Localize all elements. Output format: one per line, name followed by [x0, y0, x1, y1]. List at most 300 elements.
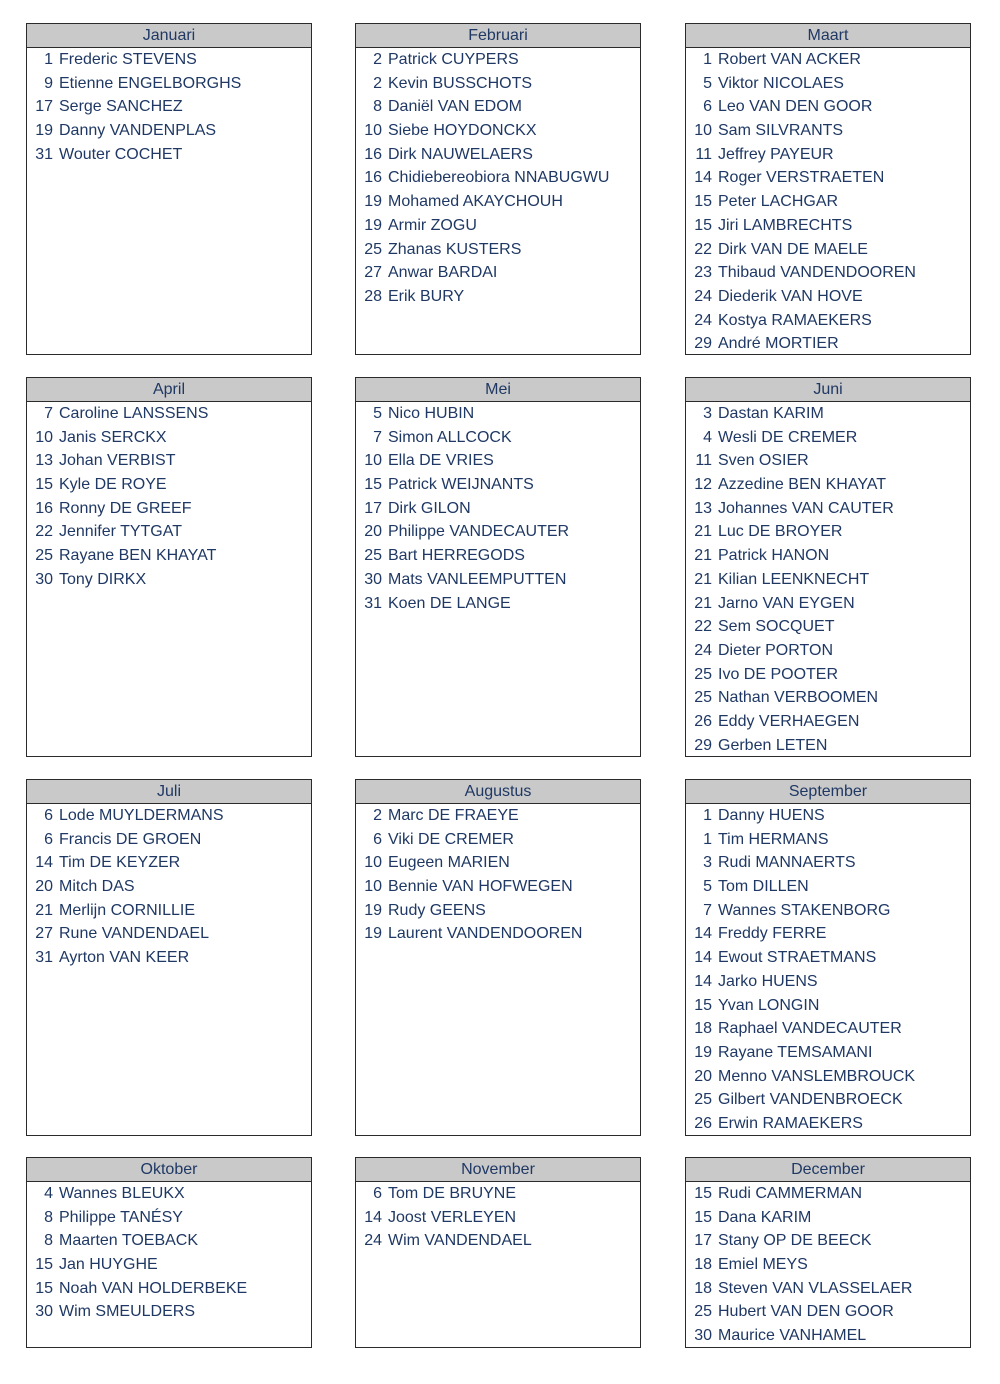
entry-person-name: Koen DE LANGE [388, 594, 511, 612]
entry-day: 6 [373, 1185, 382, 1202]
entry-person-name: Chidiebereobiora NNABUGWU [388, 169, 610, 187]
month-header: Augustus [356, 780, 640, 804]
birthday-entry [356, 402, 640, 426]
entry-day: 13 [35, 452, 53, 470]
entry-person-name: Dana KARIM [718, 1208, 812, 1226]
entry-person-name: Diederik VAN HOVE [718, 287, 863, 305]
birthday-list [686, 402, 970, 757]
entry-day: 25 [694, 689, 712, 707]
month-header: Oktober [27, 1158, 311, 1182]
entry-person-name: Emiel MEYS [718, 1256, 808, 1274]
entry-person-name: Jan HUYGHE [59, 1256, 158, 1274]
entry-person-name: Wim VANDENDAEL [388, 1232, 532, 1250]
birthday-entry [686, 1229, 970, 1253]
birthday-entry [686, 1277, 970, 1301]
birthday-entry [27, 544, 311, 568]
birthday-entry [27, 520, 311, 544]
birthday-entry [686, 95, 970, 119]
birthday-entry [356, 875, 640, 899]
entry-day: 17 [35, 98, 53, 116]
birthday-entry [356, 592, 640, 616]
entry-day: 25 [364, 547, 382, 565]
entry-day: 15 [35, 1279, 53, 1297]
entry-day: 10 [364, 854, 382, 872]
entry-day: 15 [35, 476, 53, 494]
birthday-entry [686, 402, 970, 426]
entry-day: 19 [364, 901, 382, 919]
birthday-entry [686, 1324, 970, 1348]
birthday-entry [686, 190, 970, 214]
entry-person-name: Stany OP DE BEECK [718, 1232, 872, 1250]
entry-day: 16 [364, 169, 382, 187]
entry-day: 14 [694, 949, 712, 967]
birthday-entry [27, 402, 311, 426]
entry-day: 4 [703, 428, 712, 446]
month-box-november [355, 1157, 641, 1348]
entry-person-name: Steven VAN VLASSELAER [718, 1279, 913, 1297]
entry-person-name: Mitch DAS [59, 878, 135, 896]
birthday-entry [27, 568, 311, 592]
month-box-september [685, 779, 971, 1136]
entry-day: 29 [694, 335, 712, 353]
entry-person-name: Dieter PORTON [718, 641, 833, 659]
birthday-entry [686, 332, 970, 356]
entry-person-name: Kyle DE ROYE [59, 476, 167, 494]
entry-person-name: Zhanas KUSTERS [388, 240, 522, 258]
entry-day: 10 [364, 452, 382, 470]
entry-person-name: Etienne ENGELBORGHS [59, 74, 242, 92]
birthday-entry [686, 568, 970, 592]
birthday-entry [686, 804, 970, 828]
month-box-augustus [355, 779, 641, 1136]
birthday-entry [356, 1229, 640, 1253]
birthday-entry [686, 497, 970, 521]
entry-day: 15 [35, 1256, 53, 1274]
month-box-maart [685, 23, 971, 355]
birthday-entry [356, 1206, 640, 1230]
entry-day: 17 [364, 499, 382, 517]
entry-person-name: Rayane BEN KHAYAT [59, 547, 217, 565]
entry-day: 15 [694, 193, 712, 211]
birthday-entry [686, 615, 970, 639]
entry-person-name: Jennifer TYTGAT [59, 523, 182, 541]
birthday-entry [356, 72, 640, 96]
entry-person-name: Peter LACHGAR [718, 193, 839, 211]
entry-day: 10 [364, 122, 382, 140]
entry-person-name: Jarno VAN EYGEN [718, 594, 855, 612]
birthday-entry [356, 166, 640, 190]
birthday-entry [686, 48, 970, 72]
birthday-list [686, 48, 970, 356]
entry-person-name: Dirk VAN DE MAELE [718, 240, 868, 258]
birthday-entry [356, 851, 640, 875]
month-header: Januari [27, 24, 311, 48]
entry-person-name: Frederic STEVENS [59, 51, 197, 68]
entry-person-name: Dirk GILON [388, 499, 471, 517]
birthday-entry [686, 72, 970, 96]
entry-day: 4 [44, 1185, 53, 1202]
birthday-entry [356, 214, 640, 238]
birthday-list [27, 804, 311, 970]
birthday-entry [356, 238, 640, 262]
entry-person-name: Yvan LONGIN [718, 996, 820, 1014]
month-header: Mei [356, 378, 640, 402]
entry-day: 18 [694, 1256, 712, 1274]
birthday-entry [686, 946, 970, 970]
birthday-list [356, 1182, 640, 1253]
month-box-januari [26, 23, 312, 355]
entry-person-name: Maarten TOEBACK [59, 1232, 199, 1250]
month-header: Februari [356, 24, 640, 48]
entry-person-name: Tony DIRKX [59, 570, 147, 588]
entry-day: 21 [35, 901, 53, 919]
entry-day: 14 [35, 854, 53, 872]
entry-person-name: Kilian LEENKNECHT [718, 570, 870, 588]
birthday-entry [27, 1277, 311, 1301]
entry-day: 26 [694, 712, 712, 730]
entry-day: 25 [35, 547, 53, 565]
birthday-entry [686, 1065, 970, 1089]
entry-day: 23 [694, 264, 712, 282]
month-box-oktober [26, 1157, 312, 1348]
entry-person-name: Joost VERLEYEN [388, 1208, 517, 1226]
entry-person-name: Rayane TEMSAMANI [718, 1043, 873, 1061]
birthday-entry [27, 946, 311, 970]
entry-person-name: Wannes STAKENBORG [718, 901, 891, 919]
entry-person-name: Ronny DE GREEF [59, 499, 192, 517]
entry-day: 16 [35, 499, 53, 517]
entry-person-name: Bennie VAN HOFWEGEN [388, 878, 573, 896]
birthday-entry [356, 804, 640, 828]
entry-person-name: Tim HERMANS [718, 830, 829, 848]
entry-person-name: Tim DE KEYZER [59, 854, 181, 872]
entry-person-name: Johan VERBIST [59, 452, 176, 470]
birthday-entry [27, 143, 311, 167]
entry-day: 14 [694, 972, 712, 990]
birthday-entry [686, 1253, 970, 1277]
entry-day: 10 [364, 878, 382, 896]
month-header: December [686, 1158, 970, 1182]
entry-day: 25 [364, 240, 382, 258]
entry-person-name: Noah VAN HOLDERBEKE [59, 1279, 248, 1297]
entry-day: 7 [703, 901, 712, 919]
month-box-mei [355, 377, 641, 757]
birthday-entry [356, 473, 640, 497]
birthday-entry [686, 214, 970, 238]
entry-day: 15 [694, 1185, 712, 1202]
entry-day: 24 [694, 287, 712, 305]
entry-person-name: André MORTIER [718, 335, 839, 353]
entry-person-name: Bart HERREGODS [388, 547, 525, 565]
birthday-entry [356, 190, 640, 214]
entry-day: 1 [703, 51, 712, 68]
birthday-entry [686, 663, 970, 687]
birthday-list [356, 804, 640, 946]
entry-person-name: Wannes BLEUKX [59, 1185, 185, 1202]
entry-day: 14 [694, 169, 712, 187]
birthday-entry [686, 686, 970, 710]
entry-day: 2 [373, 74, 382, 92]
entry-day: 18 [694, 1279, 712, 1297]
birthday-entry [356, 1182, 640, 1206]
birthday-entry [27, 497, 311, 521]
entry-person-name: Robert VAN ACKER [718, 51, 861, 68]
month-header: Juli [27, 780, 311, 804]
entry-day: 16 [364, 145, 382, 163]
entry-person-name: Gilbert VANDENBROECK [718, 1091, 903, 1109]
entry-person-name: Armir ZOGU [388, 216, 477, 234]
entry-person-name: Sam SILVRANTS [718, 122, 844, 140]
entry-day: 19 [694, 1043, 712, 1061]
entry-person-name: Johannes VAN CAUTER [718, 499, 894, 517]
entry-day: 6 [44, 807, 53, 824]
birthday-list [27, 402, 311, 592]
entry-person-name: Patrick WEIJNANTS [388, 476, 534, 494]
birthday-entry [356, 544, 640, 568]
entry-person-name: Erik BURY [388, 287, 465, 305]
entry-day: 2 [373, 51, 382, 68]
birthday-entry [686, 899, 970, 923]
entry-person-name: Hubert VAN DEN GOOR [718, 1303, 894, 1321]
birthday-entry [686, 710, 970, 734]
entry-day: 3 [703, 405, 712, 422]
birthday-list [686, 1182, 970, 1348]
birthday-entry [356, 828, 640, 852]
birthday-entry [27, 875, 311, 899]
entry-person-name: Janis SERCKX [59, 428, 167, 446]
entry-day: 12 [694, 476, 712, 494]
birthday-entry [356, 119, 640, 143]
entry-day: 28 [364, 287, 382, 305]
entry-person-name: Viktor NICOLAES [718, 74, 844, 92]
entry-person-name: Tom DE BRUYNE [388, 1185, 517, 1202]
entry-day: 3 [703, 854, 712, 872]
birthday-entry [686, 1182, 970, 1206]
entry-person-name: Jiri LAMBRECHTS [718, 216, 853, 234]
entry-day: 19 [35, 122, 53, 140]
entry-person-name: Daniël VAN EDOM [388, 98, 522, 116]
birthday-entry [686, 828, 970, 852]
entry-person-name: Kevin BUSSCHOTS [388, 74, 533, 92]
entry-day: 5 [373, 405, 382, 422]
birthday-list [356, 402, 640, 615]
entry-day: 30 [35, 1303, 53, 1321]
entry-day: 14 [694, 925, 712, 943]
birthday-list [27, 1182, 311, 1324]
birthday-entry [686, 309, 970, 333]
month-header: September [686, 780, 970, 804]
birthday-entry [27, 851, 311, 875]
entry-day: 1 [703, 807, 712, 824]
entry-day: 31 [364, 594, 382, 612]
entry-person-name: Menno VANSLEMBROUCK [718, 1067, 916, 1085]
entry-day: 15 [694, 216, 712, 234]
birthday-entry [686, 851, 970, 875]
entry-day: 15 [694, 1208, 712, 1226]
birthday-entry [686, 922, 970, 946]
birthday-entry [27, 1253, 311, 1277]
entry-day: 19 [364, 193, 382, 211]
month-header: Maart [686, 24, 970, 48]
birthday-entry [686, 970, 970, 994]
entry-person-name: Erwin RAMAEKERS [718, 1114, 863, 1132]
entry-day: 21 [694, 594, 712, 612]
entry-person-name: Ella DE VRIES [388, 452, 494, 470]
birthday-entry [356, 922, 640, 946]
entry-day: 9 [44, 74, 53, 92]
entry-person-name: Wim SMEULDERS [59, 1303, 196, 1321]
entry-day: 24 [694, 641, 712, 659]
entry-person-name: Ivo DE POOTER [718, 665, 839, 683]
birthday-entry [356, 568, 640, 592]
entry-person-name: Roger VERSTRAETEN [718, 169, 885, 187]
entry-person-name: Thibaud VANDENDOOREN [718, 264, 916, 282]
entry-day: 13 [694, 499, 712, 517]
month-header: Juni [686, 378, 970, 402]
month-box-juli [26, 779, 312, 1136]
entry-person-name: Leo VAN DEN GOOR [718, 98, 873, 116]
entry-day: 24 [364, 1232, 382, 1250]
entry-person-name: Sem SOCQUET [718, 618, 835, 636]
entry-person-name: Anwar BARDAI [388, 264, 498, 282]
entry-person-name: Danny HUENS [718, 807, 825, 824]
entry-day: 2 [373, 807, 382, 824]
entry-person-name: Freddy FERRE [718, 925, 827, 943]
entry-person-name: Kostya RAMAEKERS [718, 311, 872, 329]
birthday-entry [356, 497, 640, 521]
month-box-februari [355, 23, 641, 355]
entry-person-name: Rune VANDENDAEL [59, 925, 209, 943]
entry-day: 6 [44, 830, 53, 848]
entry-person-name: Patrick HANON [718, 547, 830, 565]
month-box-december [685, 1157, 971, 1348]
entry-person-name: Maurice VANHAMEL [718, 1327, 867, 1345]
entry-person-name: Eugeen MARIEN [388, 854, 510, 872]
entry-person-name: Serge SANCHEZ [59, 98, 183, 116]
entry-day: 20 [35, 878, 53, 896]
entry-person-name: Merlijn CORNILLIE [59, 901, 196, 919]
entry-day: 8 [44, 1208, 53, 1226]
month-box-april [26, 377, 312, 757]
entry-person-name: Wesli DE CREMER [718, 428, 858, 446]
birthday-entry [27, 48, 311, 72]
entry-person-name: Azzedine BEN KHAYAT [718, 476, 887, 494]
entry-day: 31 [35, 145, 53, 163]
entry-day: 17 [694, 1232, 712, 1250]
entry-person-name: Nico HUBIN [388, 405, 475, 422]
entry-day: 5 [703, 74, 712, 92]
birthday-entry [686, 473, 970, 497]
entry-day: 20 [364, 523, 382, 541]
birthday-entry [356, 899, 640, 923]
entry-day: 18 [694, 1020, 712, 1038]
birthday-entry [686, 1206, 970, 1230]
entry-person-name: Mohamed AKAYCHOUH [388, 193, 563, 211]
entry-day: 10 [694, 122, 712, 140]
birthday-entry [356, 143, 640, 167]
entry-person-name: Raphael VANDECAUTER [718, 1020, 902, 1038]
birthday-entry [686, 449, 970, 473]
birthday-list [356, 48, 640, 309]
entry-day: 7 [44, 405, 53, 422]
entry-day: 1 [703, 830, 712, 848]
birthday-entry [686, 1112, 970, 1136]
entry-person-name: Jeffrey PAYEUR [718, 145, 834, 163]
entry-person-name: Danny VANDENPLAS [59, 122, 217, 140]
birthday-entry [356, 449, 640, 473]
entry-day: 22 [35, 523, 53, 541]
birthday-entry [356, 520, 640, 544]
birthday-entry [356, 261, 640, 285]
birthday-entry [686, 544, 970, 568]
birthday-entry [27, 449, 311, 473]
entry-person-name: Eddy VERHAEGEN [718, 712, 860, 730]
entry-day: 30 [364, 570, 382, 588]
birthday-list [686, 804, 970, 1136]
birthday-entry [686, 734, 970, 758]
entry-day: 25 [694, 1303, 712, 1321]
birthday-entry [686, 592, 970, 616]
entry-person-name: Ewout STRAETMANS [718, 949, 877, 967]
birthday-list [27, 48, 311, 166]
entry-person-name: Viki DE CREMER [388, 830, 514, 848]
entry-day: 19 [364, 925, 382, 943]
birthday-entry [27, 72, 311, 96]
entry-day: 25 [694, 665, 712, 683]
entry-day: 10 [35, 428, 53, 446]
entry-person-name: Jarko HUENS [718, 972, 818, 990]
month-header: April [27, 378, 311, 402]
month-header: November [356, 1158, 640, 1182]
month-box-juni [685, 377, 971, 757]
birthday-entry [686, 520, 970, 544]
birthday-entry [686, 1088, 970, 1112]
birthday-entry [27, 1300, 311, 1324]
birthday-entry [686, 166, 970, 190]
entry-person-name: Tom DILLEN [718, 878, 809, 896]
birthday-entry [686, 1300, 970, 1324]
entry-day: 6 [703, 98, 712, 116]
entry-person-name: Rudi MANNAERTS [718, 854, 856, 872]
entry-day: 5 [703, 878, 712, 896]
entry-day: 25 [694, 1091, 712, 1109]
entry-person-name: Lode MUYLDERMANS [59, 807, 224, 824]
entry-day: 11 [695, 452, 712, 470]
birthday-entry [27, 119, 311, 143]
birthday-entry [686, 426, 970, 450]
entry-person-name: Patrick CUYPERS [388, 51, 519, 68]
entry-person-name: Laurent VANDENDOOREN [388, 925, 583, 943]
entry-day: 15 [364, 476, 382, 494]
entry-person-name: Rudy GEENS [388, 901, 486, 919]
entry-day: 1 [44, 51, 53, 68]
entry-person-name: Ayrton VAN KEER [59, 949, 190, 967]
entry-day: 24 [694, 311, 712, 329]
entry-person-name: Rudi CAMMERMAN [718, 1185, 863, 1202]
entry-person-name: Dastan KARIM [718, 405, 824, 422]
birthday-entry [686, 1041, 970, 1065]
entry-day: 14 [364, 1208, 382, 1226]
entry-person-name: Gerben LETEN [718, 736, 828, 754]
birthday-entry [686, 875, 970, 899]
entry-day: 31 [35, 949, 53, 967]
entry-day: 27 [364, 264, 382, 282]
entry-day: 21 [694, 547, 712, 565]
birthday-entry [27, 1182, 311, 1206]
birthday-entry [27, 922, 311, 946]
entry-person-name: Marc DE FRAEYE [388, 807, 519, 824]
entry-person-name: Caroline LANSSENS [59, 405, 209, 422]
